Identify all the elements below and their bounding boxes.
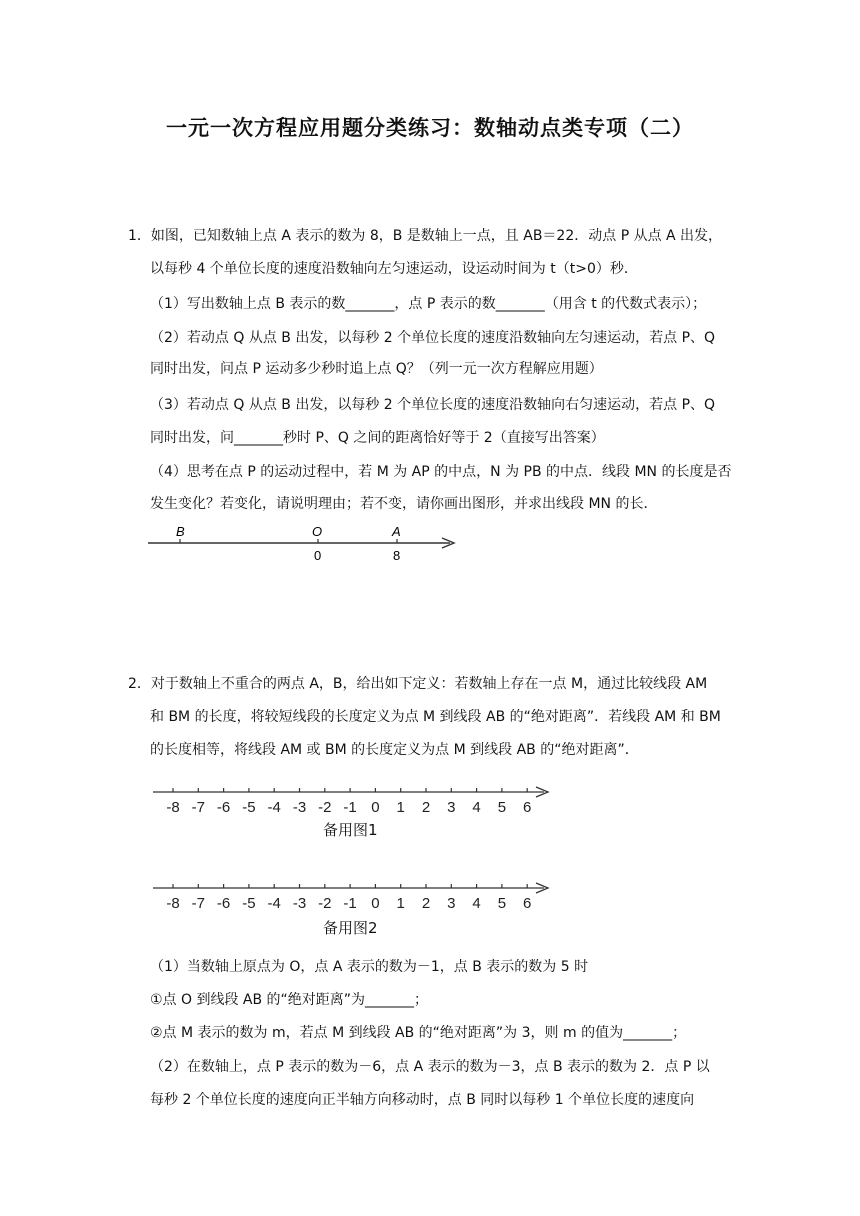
problem-1-line: （4）思考在点 P 的运动过程中，若 M 为 AP 的中点，N 为 PB 的中点．线段 MN 的长度是否 [150, 464, 732, 480]
tick-label: 1 [396, 895, 405, 912]
tick-label: 6 [523, 799, 532, 816]
problem-1-line: （2）若动点 Q 从点 B 出发，以每秒 2 个单位长度的速度沿数轴向左匀速运动，若点 P、Q [150, 330, 716, 346]
backup-figure-caption: 备用图2 [323, 919, 378, 937]
tick-label: 3 [447, 895, 456, 912]
problem-1-line: 发生变化？若变化，请说明理由；若不变，请你画出图形，并求出线段 MN 的长． [150, 496, 658, 512]
problem-2-line: 的长度相等，将线段 AM 或 BM 的长度定义为点 M 到线段 AB 的“绝对距离”． [150, 742, 639, 758]
point-label-a: A [392, 524, 401, 539]
problem-2-line: ②点 M 表示的数为 m，若点 M 到线段 AB 的“绝对距离”为 3，则 m 的值为_______； [150, 1025, 687, 1041]
tick-label: 1 [396, 799, 405, 816]
point-value-o: 0 [314, 548, 322, 563]
tick-label: -6 [216, 799, 231, 816]
tick-label: 6 [523, 895, 532, 912]
problem-1-line: 以每秒 4 个单位长度的速度沿数轴向左匀速运动，设运动时间为 t（t>0）秒． [150, 261, 638, 277]
tick-label: -5 [242, 799, 256, 816]
backup-number-line-1 [148, 780, 558, 820]
point-label-b: B [176, 524, 185, 539]
backup-number-line-2 [148, 876, 558, 916]
problem-2-line: （1）当数轴上原点为 O，点 A 表示的数为－1，点 B 表示的数为 5 时 [150, 959, 589, 975]
tick-label: -8 [166, 895, 180, 912]
tick-label: 5 [497, 799, 507, 816]
problem-2-line: 每秒 2 个单位长度的速度向正半轴方向移动时，点 B 同时以每秒 1 个单位长度的速度向 [150, 1092, 695, 1108]
point-label-o: O [312, 524, 323, 539]
problem-1-line: 1．如图，已知数轴上点 A 表示的数为 8，B 是数轴上一点，且 AB＝22．动点 P 从点 A 出发， [128, 228, 723, 244]
tick-label: -5 [242, 895, 256, 912]
tick-label: -1 [343, 799, 357, 816]
tick-label: 0 [371, 799, 380, 816]
tick-label: 0 [371, 895, 380, 912]
problem-2-line: ①点 O 到线段 AB 的“绝对距离”为_______； [150, 992, 429, 1008]
tick-label: -2 [318, 799, 332, 816]
tick-label: -6 [216, 895, 231, 912]
tick-label: -8 [166, 799, 180, 816]
problem-1-number-line [140, 518, 470, 568]
problem-2-line: （2）在数轴上，点 P 表示的数为－6，点 A 表示的数为－3，点 B 表示的数为 2．点 P 以 [150, 1059, 710, 1075]
problem-2-line: 2．对于数轴上不重合的两点 A，B，给出如下定义：若数轴上存在一点 M，通过比较线段 AM [128, 676, 708, 692]
problem-1-line: 同时出发，问_______秒时 P、Q 之间的距离恰好等于 2（直接写出答案） [150, 430, 605, 446]
tick-label: -4 [267, 799, 281, 816]
tick-label: 4 [472, 895, 481, 912]
problem-1-line: （3）若动点 Q 从点 B 出发，以每秒 2 个单位长度的速度沿数轴向右匀速运动，若点 P、Q [150, 397, 716, 413]
point-value-a: 8 [393, 548, 401, 563]
tick-label: 3 [447, 799, 456, 816]
tick-label: -2 [318, 895, 332, 912]
backup-figure-caption: 备用图1 [323, 821, 378, 839]
tick-label: 5 [497, 895, 507, 912]
tick-label: 4 [472, 799, 481, 816]
tick-label: -4 [267, 895, 281, 912]
problem-2-line: 和 BM 的长度，将较短线段的长度定义为点 M 到线段 AB 的“绝对距离”．若线段 AM 和 BM [150, 709, 721, 725]
tick-label: -7 [191, 799, 205, 816]
page-title: 一元一次方程应用题分类练习：数轴动点类专项（二） [166, 116, 694, 140]
problem-1-line: （1）写出数轴上点 B 表示的数_______，点 P 表示的数_______（用含 t 的代数式表示）； [150, 296, 707, 312]
tick-label: -3 [292, 799, 307, 816]
tick-label: -3 [292, 895, 307, 912]
tick-label: -1 [343, 895, 357, 912]
problem-1-line: 同时出发，问点 P 运动多少秒时追上点 Q？（列一元一次方程解应用题） [150, 361, 603, 377]
tick-label: 2 [421, 799, 431, 816]
tick-label: 2 [421, 895, 431, 912]
tick-label: -7 [191, 895, 205, 912]
